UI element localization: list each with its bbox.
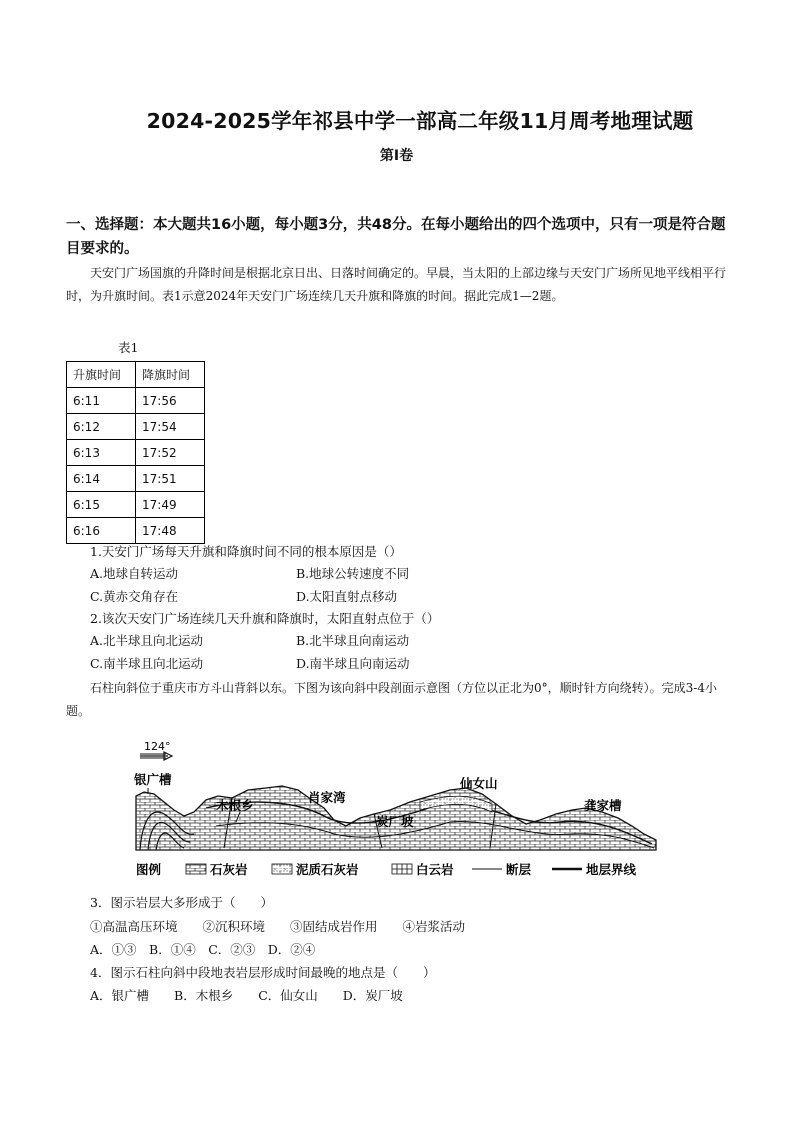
table-cell: 17:56 [136, 388, 205, 414]
place-label-gongjiacao: 龚家槽 [584, 798, 622, 813]
direction-label: 124° [144, 740, 171, 753]
question-2-stem: 2.该次天安门广场连续几天升旗和降旗时，太阳直射点位于（） [90, 611, 440, 626]
table-cell: 6:14 [67, 466, 136, 492]
question-1-option-a: A.地球自转运动 [90, 566, 179, 581]
legend-marl: 泥质石灰岩 [296, 862, 359, 877]
table-row [67, 518, 205, 544]
header-cell: 降旗时间 [136, 362, 205, 388]
place-label-mugenxiang: 木根乡 [216, 798, 254, 813]
table-cell: 6:11 [67, 388, 136, 414]
table-cell: 6:16 [67, 518, 136, 544]
legend-dolomite: 白云岩 [416, 862, 454, 877]
question-1-option-b: B.地球公转速度不同 [296, 566, 410, 581]
table-row [67, 466, 205, 492]
passage-1: 天安门广场国旗的升降时间是根据北京日出、日落时间确定的。早晨，当太阳的上部边缘与天安门广场所见地平线相平行时，为升旗时间。表1示意2024年天安门广场连续几天升旗和降旗的时间。据此完成1—2题。 [66, 266, 727, 303]
place-label-xiannvshan: 仙女山 [460, 776, 498, 791]
table-header-row [67, 362, 205, 388]
table-row [67, 440, 205, 466]
place-label-tanchangpo: 炭厂坡 [376, 814, 414, 829]
table-cell: 17:48 [136, 518, 205, 544]
header-cell: 升旗时间 [67, 362, 136, 388]
legend-title: 图例 [136, 862, 162, 877]
page-title: 2024-2025学年祁县中学一部高二年级11月周考地理试题 [146, 109, 694, 133]
question-3-items: ①高温高压环境 ②沉积环境 ③固结成岩作用 ④岩浆活动 [90, 919, 466, 934]
question-1-option-d: D.太阳直射点移动 [296, 589, 398, 604]
table-cell: 6:15 [67, 492, 136, 518]
place-label-xiaojiawan: 肖家湾 [308, 790, 346, 805]
table-cell: 6:12 [67, 414, 136, 440]
table-cell: 17:54 [136, 414, 205, 440]
flag-time-table [66, 361, 205, 544]
table-cell: 17:52 [136, 440, 205, 466]
legend-fault: 断层 [506, 862, 532, 877]
place-label-yinguangcao: 银广槽 [134, 772, 172, 787]
question-4-stem: 4．图示石柱向斜中段地表岩层形成时间最晚的地点是（ ） [90, 965, 436, 980]
question-2-option-d: D.南半球且向南运动 [296, 656, 410, 671]
question-4-options: A．银广槽 B．木根乡 C．仙女山 D．炭厂坡 [90, 988, 403, 1003]
table-cell: 6:13 [67, 440, 136, 466]
section-heading: 一、选择题：本大题共16小题，每小题3分，共48分。在每小题给出的四个选项中，只有一项是符合题目要求的。 [66, 217, 726, 257]
legend-boundary: 地层界线 [586, 862, 637, 877]
direction-arrow-icon [140, 752, 172, 760]
legend-limestone: 石灰岩 [210, 862, 248, 877]
table-row [67, 388, 205, 414]
limestone-swatch-icon [186, 864, 206, 874]
question-3-options: A．①③ B．①④ C．②③ D．②④ [90, 942, 316, 957]
question-1-option-c: C.黄赤交角存在 [90, 589, 179, 604]
table-row [67, 492, 205, 518]
table-row [67, 414, 205, 440]
question-2-option-b: B.北半球且向南运动 [296, 633, 410, 648]
question-2-option-a: A.北半球且向北运动 [90, 633, 204, 648]
question-3-stem: 3．图示岩层大多形成于（ ） [90, 895, 273, 910]
part-label: 第Ⅰ卷 [379, 148, 414, 164]
marl-swatch-icon [272, 864, 292, 874]
table-cell: 17:51 [136, 466, 205, 492]
passage-2: 石柱向斜位于重庆市方斗山背斜以东。下图为该向斜中段剖面示意图（方位以正北为0°，顺时针方向绕转）。完成3-4小题。 [66, 681, 717, 718]
question-1-stem: 1.天安门广场每天升旗和降旗时间不同的根本原因是（） [90, 544, 402, 559]
table-caption: 表1 [118, 340, 139, 355]
question-2-option-c: C.南半球且向北运动 [90, 656, 204, 671]
table-cell: 17:49 [136, 492, 205, 518]
syncline-cross-section-figure [120, 730, 680, 890]
